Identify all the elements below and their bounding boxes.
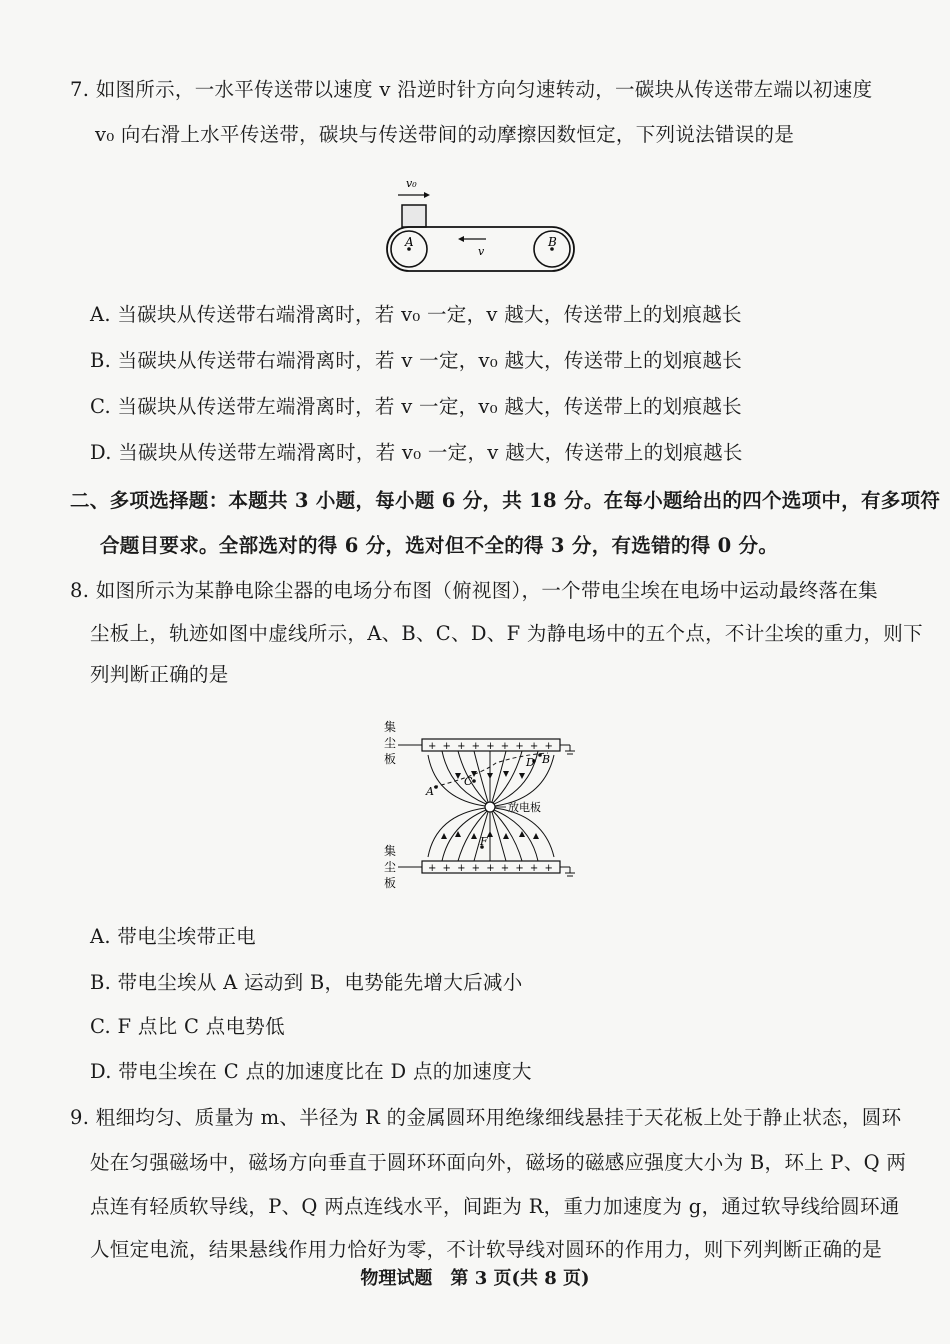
discharge-electrode bbox=[485, 802, 495, 812]
q7-option-d: D. 当碳块从传送带左端滑离时，若 v₀ 一定，v 越大，传送带上的划痕越长 bbox=[90, 441, 743, 464]
q7-stem-line-1: 7. 如图所示，一水平传送带以速度 v 沿逆时针方向匀速转动，一碳块从传送带左端以初速度 bbox=[70, 78, 873, 101]
top-plate-plus-signs: + + + + + + + + + bbox=[428, 741, 555, 752]
discharge-label: 放电板 bbox=[508, 801, 541, 814]
section-2-heading-line-1: 二、多项选择题：本题共 3 小题，每小题 6 分，共 18 分。在每小题给出的四个选项中，有多项符 bbox=[70, 489, 941, 512]
point-c-label: C bbox=[464, 775, 473, 788]
q9-stem-line-2: 处在匀强磁场中，磁场方向垂直于圆环环面向外，磁场的磁感应强度大小为 B，环上 P、Q 两 bbox=[90, 1151, 907, 1174]
v-label: v bbox=[478, 245, 485, 258]
top-plate-label-char-1: 集 bbox=[384, 720, 397, 734]
top-plate-label-char-2: 尘 bbox=[384, 736, 397, 750]
section-2-heading-line-2: 合题目要求。全部选对的得 6 分，选对但不全的得 3 分，有选错的得 0 分。 bbox=[100, 534, 779, 557]
q9-stem-line-4: 人恒定电流，结果悬线作用力恰好为零，不计软导线对圆环的作用力，则下列判断正确的是 bbox=[90, 1238, 883, 1261]
q9-stem-line-3: 点连有轻质软导线，P、Q 两点连线水平，间距为 R，重力加速度为 g，通过软导线给圆环通 bbox=[90, 1195, 900, 1218]
bottom-plate-label-char-3: 板 bbox=[384, 876, 397, 890]
v0-arrowhead bbox=[424, 192, 430, 198]
q7-option-a: A. 当碳块从传送带右端滑离时，若 v₀ 一定，v 越大，传送带上的划痕越长 bbox=[90, 303, 742, 326]
point-d-label: D bbox=[526, 756, 535, 769]
conveyor-belt-figure bbox=[380, 175, 580, 275]
upper-field-lines bbox=[428, 751, 554, 806]
q8-stem-line-2: 尘板上，轨迹如图中虚线所示，A、B、C、D、F 为静电场中的五个点，不计尘埃的重力，则下 bbox=[90, 622, 923, 645]
bottom-plate-label-char-2: 尘 bbox=[384, 860, 397, 874]
q7-stem-line-2: v₀ 向右滑上水平传送带，碳块与传送带间的动摩擦因数恒定，下列说法错误的是 bbox=[95, 123, 795, 146]
page-footer: 物理试题 第 3 页(共 8 页) bbox=[360, 1268, 590, 1289]
q8-option-a: A. 带电尘埃带正电 bbox=[90, 925, 256, 948]
q8-option-b: B. 带电尘埃从 A 运动到 B，电势能先增大后减小 bbox=[90, 971, 523, 994]
label-b: B bbox=[548, 235, 557, 249]
q7-option-c: C. 当碳块从传送带左端滑离时，若 v 一定，v₀ 越大，传送带上的划痕越长 bbox=[90, 395, 742, 418]
point-f-label: F bbox=[480, 835, 488, 848]
point-b-label: B bbox=[542, 753, 551, 766]
point-a-label: A bbox=[426, 785, 434, 798]
q8-option-c: C. F 点比 C 点电势低 bbox=[90, 1015, 285, 1038]
carbon-block bbox=[402, 205, 426, 227]
electrostatic-precipitator-figure bbox=[370, 715, 590, 895]
v0-label: v₀ bbox=[406, 177, 417, 190]
top-plate-label-char-3: 板 bbox=[384, 752, 397, 766]
q9-stem-line-1: 9. 粗细均匀、质量为 m、半径为 R 的金属圆环用绝缘细线悬挂于天花板上处于静止状态，圆环 bbox=[70, 1106, 902, 1129]
v-arrowhead bbox=[458, 236, 464, 242]
bottom-plate-label-char-1: 集 bbox=[384, 844, 397, 858]
q7-option-b: B. 当碳块从传送带右端滑离时，若 v 一定，v₀ 越大，传送带上的划痕越长 bbox=[90, 349, 743, 372]
bottom-plate-plus-signs: + + + + + + + + + bbox=[428, 863, 555, 874]
label-a: A bbox=[405, 235, 414, 249]
q8-stem-line-1: 8. 如图所示为某静电除尘器的电场分布图（俯视图），一个带电尘埃在电场中运动最终落在集 bbox=[70, 579, 878, 602]
q8-stem-line-3: 列判断正确的是 bbox=[90, 663, 229, 686]
q8-option-d: D. 带电尘埃在 C 点的加速度比在 D 点的加速度大 bbox=[90, 1060, 532, 1083]
